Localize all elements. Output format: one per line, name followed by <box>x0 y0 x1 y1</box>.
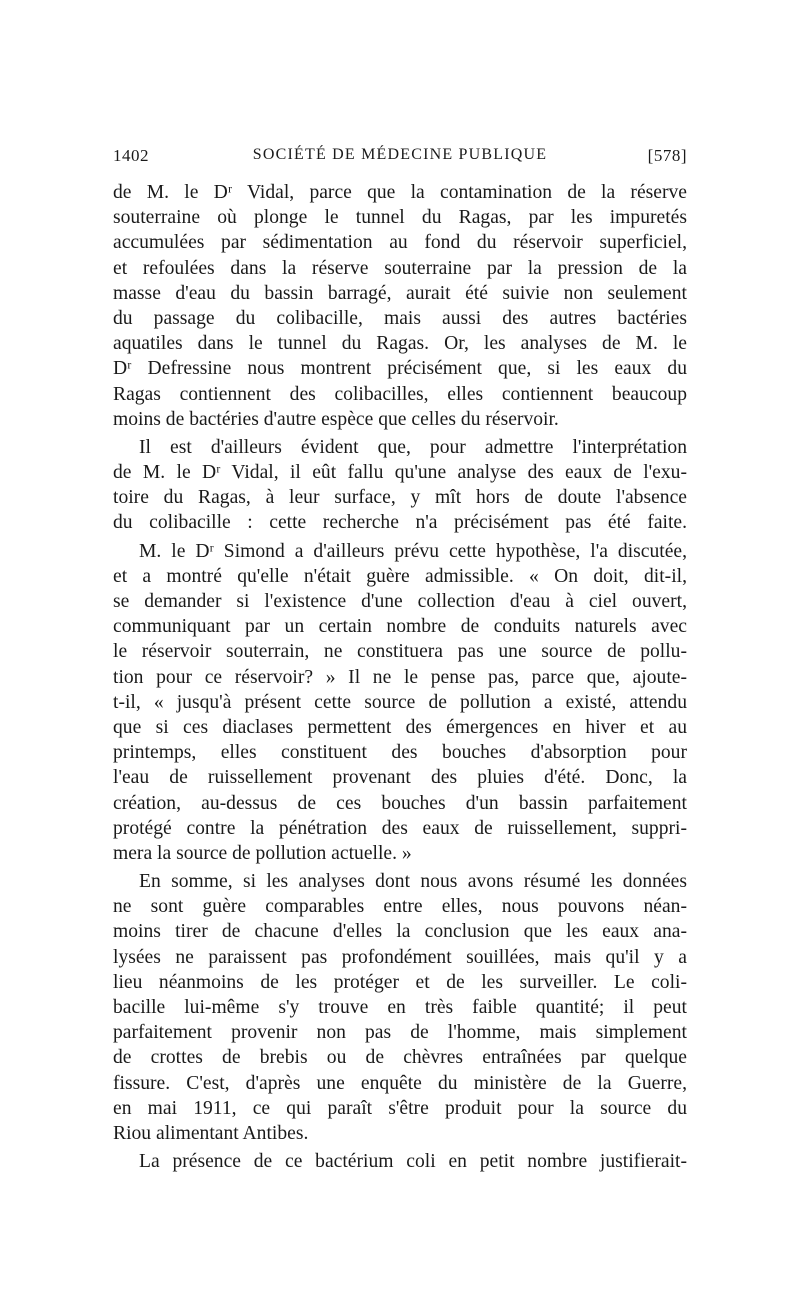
text-line: communiquant par un certain nombre de conduits naturels avec <box>113 616 687 638</box>
text-line: En somme, si les analyses dont nous avons résumé les données <box>139 871 687 893</box>
text-line: se demander si l'existence d'une collection d'eau à ciel ouvert, <box>113 591 687 612</box>
body-text <box>113 180 687 1174</box>
text-line: bacille lui-même s'y trouve en très faible quantité; il peut <box>113 997 687 1018</box>
text-line: fissure. C'est, d'après une enquête du ministère de la Guerre, <box>113 1072 687 1094</box>
section-number: [578] <box>647 146 687 165</box>
text-line: protégé contre la pénétration des eaux de ruissellement, suppri- <box>113 817 687 839</box>
text-line: masse d'eau du bassin barragé, aurait été suivie non seulement <box>113 282 687 304</box>
text-line: que si ces diaclases permettent des émergences en hiver et au <box>113 716 687 738</box>
paragraph <box>113 435 687 536</box>
text-line: M. le Dʳ Simond a d'ailleurs prévu cette hypothèse, l'a discutée, <box>139 540 687 562</box>
text-line: Ragas contiennent des colibacilles, elles contiennent beaucoup <box>113 383 687 405</box>
text-line: de crottes de brebis ou de chèvres entraînées par quelque <box>113 1047 687 1069</box>
paragraph <box>113 539 687 866</box>
paragraph <box>113 1149 687 1174</box>
text-line: souterraine où plonge le tunnel du Ragas, par les impuretés <box>113 207 687 229</box>
text-line: de M. le Dʳ Vidal, parce que la contamination de la réserve <box>113 182 687 203</box>
text-line: ne sont guère comparables entre elles, nous pouvons néan- <box>113 896 687 918</box>
text-line: moins de bactéries d'autre espèce que celles du réservoir. <box>113 408 559 430</box>
text-line: le réservoir souterrain, ne constituera pas une source de pollu- <box>113 641 687 663</box>
running-head <box>113 142 687 168</box>
text-line: et a montré qu'elle n'était guère admissible. « On doit, dit-il, <box>113 565 687 587</box>
text-line: Dʳ Defressine nous montrent précisément que, si les eaux du <box>113 358 687 380</box>
page-number: 1402 <box>113 146 149 165</box>
text-line: en mai 1911, ce qui paraît s'être produit pour la source du <box>113 1097 687 1119</box>
text-line: Il est d'ailleurs évident que, pour admettre l'interprétation <box>139 436 687 458</box>
text-line: et refoulées dans la réserve souterraine par la pression de la <box>113 257 687 279</box>
text-line: La présence de ce bactérium coli en petit nombre justifierait- <box>139 1151 687 1173</box>
running-head-title: SOCIÉTÉ DE MÉDECINE PUBLIQUE <box>252 146 548 163</box>
text-line: t-il, « jusqu'à présent cette source de pollution a existé, attendu <box>113 691 687 713</box>
text-line: du passage du colibacille, mais aussi des autres bactéries <box>113 307 687 329</box>
text-line: mera la source de pollution actuelle. » <box>113 842 412 864</box>
text-line: Riou alimentant Antibes. <box>113 1122 309 1144</box>
text-line: de M. le Dʳ Vidal, il eût fallu qu'une analyse des eaux de l'exu- <box>113 462 687 484</box>
text-line: accumulées par sédimentation au fond du réservoir superficiel, <box>113 232 687 254</box>
paragraph <box>113 180 687 432</box>
text-line: aquatiles dans le tunnel du Ragas. Or, les analyses de M. le <box>113 333 687 355</box>
text-line: tion pour ce réservoir? » Il ne le pense pas, parce que, ajoute- <box>113 666 687 688</box>
text-line: lysées ne paraissent pas profondément souillées, mais qu'il y a <box>113 946 687 968</box>
text-line: moins tirer de chacune d'elles la conclusion que les eaux ana- <box>113 921 687 943</box>
text-line: printemps, elles constituent des bouches d'absorption pour <box>113 742 687 764</box>
text-line: lieu néanmoins de les protéger et de les surveiller. Le coli- <box>113 971 687 993</box>
text-line: parfaitement provenir non pas de l'homme, mais simplement <box>113 1022 687 1044</box>
text-line: création, au-dessus de ces bouches d'un bassin parfaitement <box>113 792 687 814</box>
text-line: du colibacille : cette recherche n'a précisément pas été faite. <box>113 512 687 534</box>
text-line: l'eau de ruissellement provenant des pluies d'été. Donc, la <box>113 767 687 789</box>
text-line: toire du Ragas, à leur surface, y mît hors de doute l'absence <box>113 487 687 509</box>
paragraph <box>113 869 687 1146</box>
